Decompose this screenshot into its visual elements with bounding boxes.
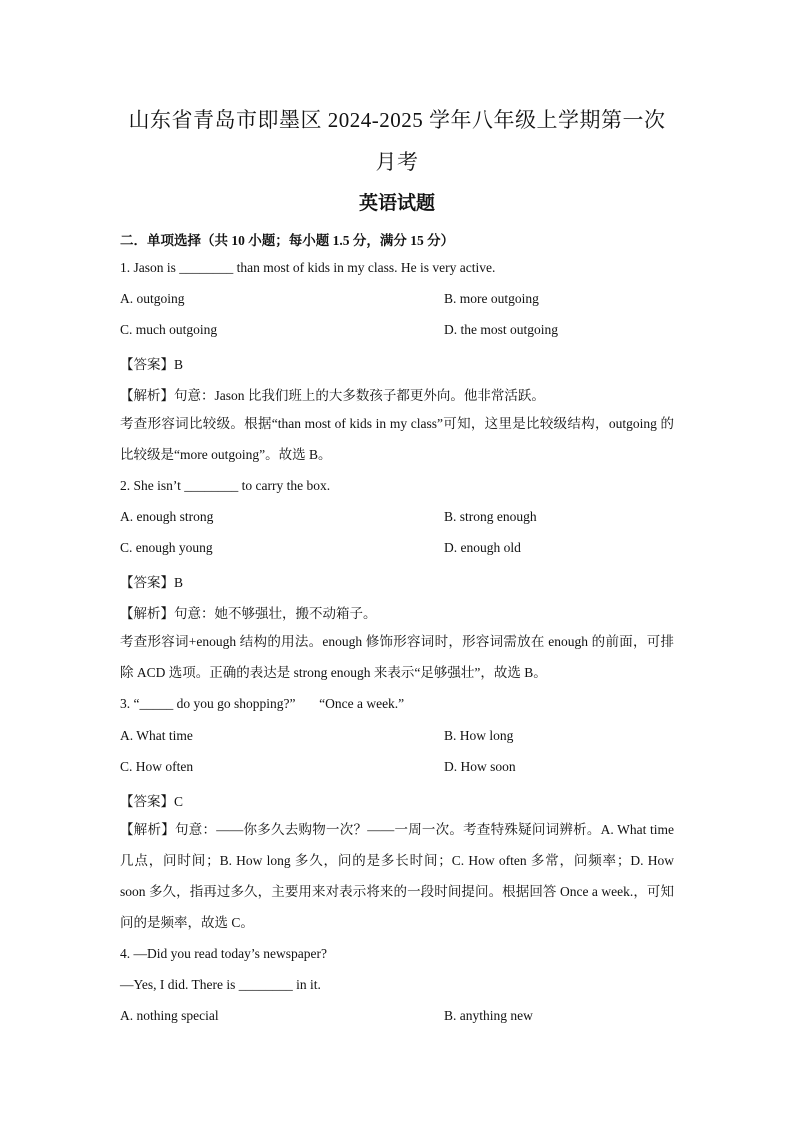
- question-2-answer: 【答案】B: [120, 575, 184, 590]
- question-3-option-b: B. How long: [444, 728, 514, 743]
- document-title-line2: 月考: [375, 150, 419, 174]
- question-2-option-c: C. enough young: [120, 540, 213, 555]
- question-3-option-a: A. What time: [120, 728, 193, 743]
- document-title-line1: 山东省青岛市即墨区 2024-2025 学年八年级上学期第一次: [128, 108, 666, 132]
- question-3-option-d: D. How soon: [444, 759, 516, 774]
- question-4-option-a: A. nothing special: [120, 1008, 219, 1023]
- question-2-option-d: D. enough old: [444, 540, 521, 555]
- question-2-analysis-intro: 【解析】句意：她不够强壮，搬不动箱子。: [120, 606, 377, 621]
- question-1-analysis-intro: 【解析】句意：Jason 比我们班上的大多数孩子都更外向。他非常活跃。: [120, 388, 545, 403]
- section-heading: 二．单项选择（共 10 小题；每小题 1.5 分，满分 15 分）: [120, 233, 455, 248]
- question-2-analysis-body: 考查形容词+enough 结构的用法。enough 修饰形容词时，形容词需放在 enough 的前面，可排除 ACD 选项。正确的表达是 strong enough 来表示“足够强壮”，故选 B。: [120, 634, 674, 680]
- question-4-stem-line2: —Yes, I did. There is ________ in it.: [120, 977, 321, 992]
- question-1-analysis-body: 考查形容词比较级。根据“than most of kids in my class”可知，这里是比较级结构，outgoing 的比较级是“more outgoing”。故选 B。: [120, 416, 674, 462]
- question-2-stem: 2. She isn’t ________ to carry the box.: [120, 478, 331, 493]
- question-1-option-b: B. more outgoing: [444, 291, 539, 306]
- question-3-answer: 【答案】C: [120, 794, 184, 809]
- question-4-option-b: B. anything new: [444, 1008, 533, 1023]
- question-1-option-c: C. much outgoing: [120, 322, 218, 337]
- question-3-stem: 3. “_____ do you go shopping?” “Once a week.”: [120, 696, 405, 711]
- question-2-option-a: A. enough strong: [120, 509, 214, 524]
- question-3-option-c: C. How often: [120, 759, 194, 774]
- question-2-option-b: B. strong enough: [444, 509, 537, 524]
- question-4-stem-line1: 4. —Did you read today’s newspaper?: [120, 946, 327, 961]
- question-1-option-a: A. outgoing: [120, 291, 185, 306]
- question-1-option-d: D. the most outgoing: [444, 322, 558, 337]
- question-1-stem: 1. Jason is ________ than most of kids in my class. He is very active.: [120, 260, 496, 275]
- question-1-answer: 【答案】B: [120, 357, 184, 372]
- subject-title: 英语试题: [358, 193, 435, 214]
- question-3-analysis: 【解析】句意：——你多久去购物一次？——一周一次。考查特殊疑问词辨析。A. What time 几点，问时间；B. How long 多久，问的是多长时间；C. How often 多常，问频率；D. How soon 多久，指再过多久，主要用来对表示将来的一段时间提问。根据回答 Once a week.，可知问的是频率，故选 C。: [120, 822, 674, 930]
